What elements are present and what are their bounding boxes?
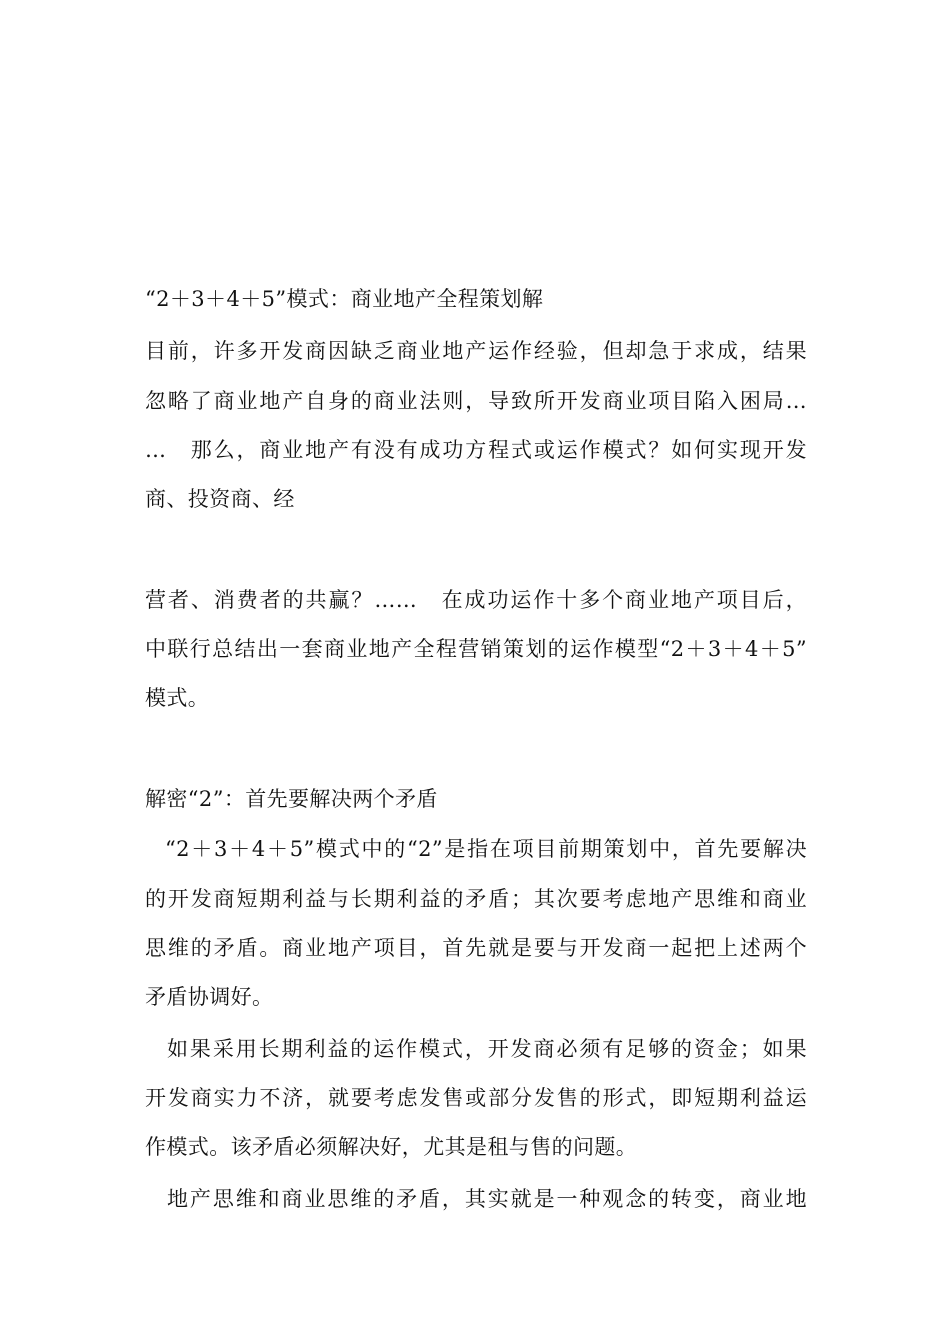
paragraph-line: 的开发商短期利益与长期利益的矛盾；其次要考虑地产思维和商业 [145, 887, 807, 911]
continuation-line: 中联行总结出一套商业地产全程营销策划的运作模型“2＋3＋4＋5” [145, 637, 807, 661]
paragraph-line: 开发商实力不济，就要考虑发售或部分发售的形式，即短期利益运 [145, 1086, 807, 1110]
paragraph-line: “2＋3＋4＋5”模式中的“2”是指在项目前期策划中，首先要解决 [165, 837, 807, 861]
paragraph-line: 矛盾协调好。 [145, 985, 274, 1009]
intro-line: 目前，许多开发商因缺乏商业地产运作经验，但却急于求成，结果 [145, 339, 807, 363]
paragraph-line: 地产思维和商业思维的矛盾，其实就是一种观念的转变，商业地 [167, 1187, 807, 1211]
paragraph-line: 思维的矛盾。商业地产项目，首先就是要与开发商一起把上述两个 [145, 936, 807, 960]
section-heading: 解密“2”：首先要解决两个矛盾 [145, 787, 438, 811]
paragraph-line: 如果采用长期利益的运作模式，开发商必须有足够的资金；如果 [167, 1037, 807, 1061]
intro-line: 商、投资商、经 [145, 487, 295, 511]
continuation-line: 模式。 [145, 686, 210, 710]
intro-line: … 那么，商业地产有没有成功方程式或运作模式？如何实现开发 [145, 438, 807, 462]
continuation-line: 营者、消费者的共赢？…… 在成功运作十多个商业地产项目后， [145, 588, 807, 612]
document-title: “2＋3＋4＋5”模式：商业地产全程策划解 [145, 287, 544, 311]
intro-line: 忽略了商业地产自身的商业法则，导致所开发商业项目陷入困局… [145, 389, 807, 413]
paragraph-line: 作模式。该矛盾必须解决好，尤其是租与售的问题。 [145, 1135, 638, 1159]
